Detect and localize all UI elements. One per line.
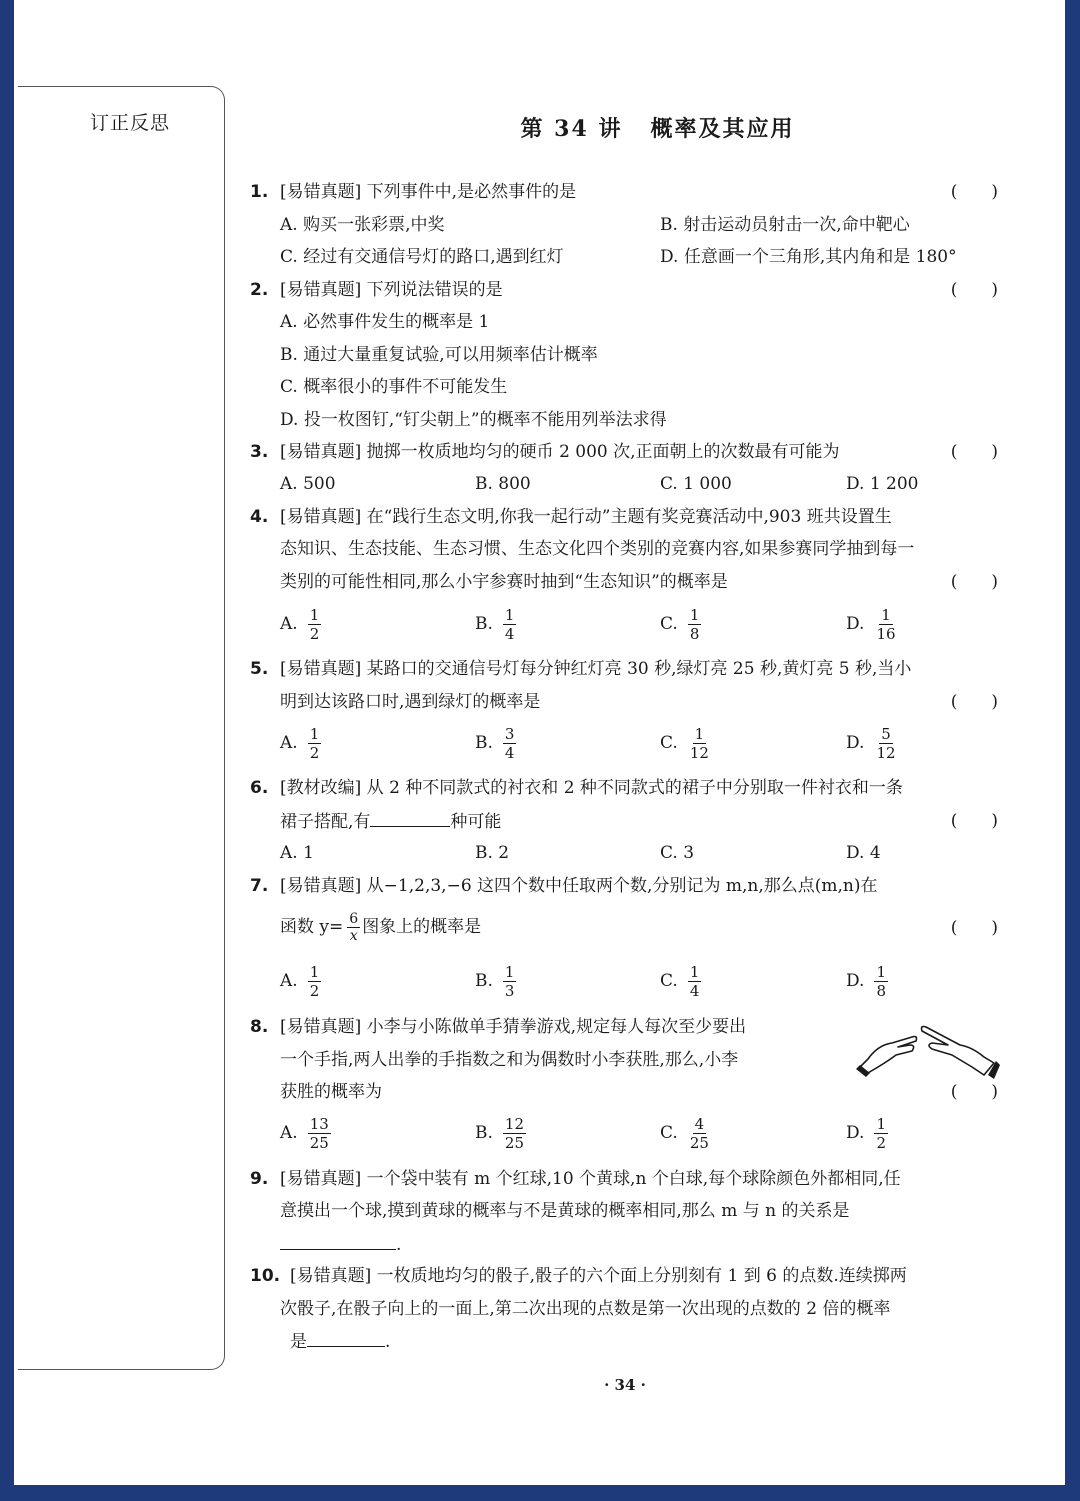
option-b: B. 射击运动员射击一次,命中靶心: [660, 215, 910, 235]
question-text-line: 意摸出一个球,摸到黄球的概率与不是黄球的概率相同,那么 m 与 n 的关系是: [280, 1201, 850, 1221]
question-text-line: [280, 809, 501, 834]
question-7: [250, 874, 1000, 898]
text-segment: 裙子搭配,有: [280, 812, 371, 832]
option-label: C.: [660, 1123, 678, 1143]
question-number: 9.: [250, 1169, 269, 1189]
option-c: [660, 606, 701, 643]
text-segment: 种可能: [450, 812, 502, 832]
option-c: C. 1 000: [660, 474, 732, 494]
answer-paren: ( ): [950, 442, 998, 462]
question-text-line: [290, 1329, 390, 1354]
text-segment: 是: [290, 1332, 307, 1352]
question-text: [易错真题] 下列事件中,是必然事件的是: [280, 182, 577, 202]
page-number: · 34 ·: [604, 1376, 646, 1394]
question-number: 8.: [250, 1017, 269, 1037]
option-label: C.: [660, 733, 678, 753]
option-label: D.: [846, 971, 865, 991]
hand-game-illustration: [852, 1015, 1002, 1079]
option-d: D. 任意画一个三角形,其内角和是 180°: [660, 247, 957, 267]
answer-paren: ( ): [950, 1082, 998, 1102]
option-label: A.: [280, 971, 298, 991]
fraction: [874, 1115, 888, 1152]
option-a: A. 购买一张彩票,中奖: [280, 215, 445, 235]
option-label: D.: [846, 733, 865, 753]
denominator: 8: [689, 625, 700, 643]
lesson-topic: 概率及其应用: [650, 116, 795, 142]
numerator: 5: [881, 725, 891, 743]
answer-blank: [280, 1232, 396, 1250]
question-number: 2.: [250, 280, 269, 300]
option-a: [280, 725, 321, 762]
option-b: B. 通过大量重复试验,可以用频率估计概率: [280, 345, 598, 365]
question-number: 3.: [250, 442, 269, 462]
question-number: 6.: [250, 778, 269, 798]
option-label: A.: [280, 1123, 298, 1143]
right-hand: [922, 1027, 995, 1076]
text-segment: .: [385, 1332, 391, 1352]
question-text-line: 态知识、生态技能、生态习惯、生态文化四个类别的竞赛内容,如果参赛同学抽到每一: [280, 539, 915, 559]
answer-paren: ( ): [950, 572, 998, 592]
numerator: 1: [689, 963, 700, 981]
question-text: [易错真题] 一个袋中装有 m 个红球,10 个黄球,n 个白球,每个球除颜色外都相同,任: [280, 1169, 901, 1189]
option-b: B. 800: [475, 474, 531, 494]
option-label: C.: [660, 971, 678, 991]
numerator: 1: [876, 963, 886, 981]
denominator: 8: [876, 982, 886, 1000]
denominator: 4: [504, 625, 515, 643]
answer-paren: ( ): [950, 182, 998, 202]
fraction: [308, 606, 322, 643]
question-text: [易错真题] 一枚质地均匀的骰子,骰子的六个面上分别刻有 1 到 6 的点数.连续掷两: [290, 1266, 907, 1286]
question-text-line: [280, 907, 481, 947]
option-d: [846, 1115, 888, 1152]
answer-blank: [307, 1329, 385, 1347]
numerator: 1: [689, 606, 700, 624]
option-d: D. 投一枚图钉,“钉尖朝上”的概率不能用列举法求得: [280, 410, 667, 430]
option-d: D. 1 200: [846, 474, 919, 494]
numerator: 1: [309, 963, 320, 981]
option-b: B. 2: [475, 843, 510, 863]
option-label: A.: [280, 733, 298, 753]
question-text-line: 次骰子,在骰子向上的一面上,第二次出现的点数是第一次出现的点数的 2 倍的概率: [280, 1299, 891, 1319]
question-text: [易错真题] 某路口的交通信号灯每分钟红灯亮 30 秒,绿灯亮 25 秒,黄灯亮 5 秒,当小: [280, 659, 912, 679]
question-number: 4.: [250, 507, 269, 527]
question-number: 5.: [250, 659, 269, 679]
numerator: 1: [694, 725, 705, 743]
text-segment: 图象上的概率是: [362, 917, 482, 937]
option-a: A. 1: [280, 843, 314, 863]
answer-paren: ( ): [950, 692, 998, 712]
denominator: 25: [689, 1134, 709, 1152]
fraction: [503, 963, 517, 1000]
numerator: 1: [504, 963, 515, 981]
denominator: 2: [309, 625, 320, 643]
fraction: [503, 725, 517, 762]
fraction: [874, 606, 897, 643]
question-2: [250, 278, 1000, 302]
option-a: [280, 1115, 331, 1152]
answer-paren: ( ): [950, 918, 998, 938]
numerator: 3: [504, 725, 515, 743]
numerator: 1: [881, 606, 891, 624]
question-text-line: [280, 1232, 401, 1257]
option-b: [475, 725, 516, 762]
option-b: [475, 963, 516, 1000]
option-a: A. 必然事件发生的概率是 1: [280, 312, 490, 332]
question-text-line: 类别的可能性相同,那么小宇参赛时抽到“生态知识”的概率是: [280, 572, 728, 592]
numerator: 1: [309, 725, 320, 743]
fraction: [308, 1115, 331, 1152]
denominator: 4: [689, 982, 700, 1000]
denominator: 4: [504, 744, 515, 762]
option-c: [660, 963, 701, 1000]
fraction: [874, 963, 888, 1000]
option-c: C. 3: [660, 843, 695, 863]
option-b: [475, 606, 516, 643]
question-number: 1.: [250, 182, 269, 202]
question-text: [易错真题] 抛掷一枚质地均匀的硬币 2 000 次,正面朝上的次数最有可能为: [280, 442, 840, 462]
fraction: [688, 963, 702, 1000]
option-a: [280, 963, 321, 1000]
numerator: 12: [504, 1115, 524, 1133]
fraction: [308, 963, 322, 1000]
option-c: C. 经过有交通信号灯的路口,遇到红灯: [280, 247, 564, 267]
denominator: 12: [689, 744, 709, 762]
fraction: [308, 725, 322, 762]
fraction: [688, 1115, 711, 1152]
question-text: [易错真题] 小李与小陈做单手猜拳游戏,规定每人每次至少要出: [280, 1017, 747, 1037]
option-label: B.: [475, 1123, 493, 1143]
fraction: [688, 606, 702, 643]
question-text-line: 明到达该路口时,遇到绿灯的概率是: [280, 692, 541, 712]
fraction: [874, 725, 897, 762]
numerator: 1: [504, 606, 515, 624]
question-6: [250, 776, 1000, 800]
question-text: [易错真题] 下列说法错误的是: [280, 280, 503, 300]
option-label: B.: [475, 614, 493, 634]
numerator: 1: [876, 1115, 886, 1133]
question-4: [250, 505, 1000, 529]
left-hand: [860, 1037, 917, 1074]
option-d: [846, 963, 888, 1000]
denominator: 3: [504, 982, 515, 1000]
question-9: [250, 1167, 1000, 1191]
question-10: [250, 1264, 1000, 1288]
option-label: B.: [475, 971, 493, 991]
question-text: [教材改编] 从 2 种不同款式的衬衣和 2 种不同款式的裙子中分别取一件衬衣和一条: [280, 778, 903, 798]
fraction: [688, 725, 711, 762]
option-label: B.: [475, 733, 493, 753]
question-1: [250, 180, 1000, 204]
option-c: C. 概率很小的事件不可能发生: [280, 377, 508, 397]
option-d: [846, 606, 898, 643]
question-text-line: 获胜的概率为: [280, 1082, 382, 1102]
option-label: D.: [846, 1123, 865, 1143]
reflection-sidebar: [18, 86, 225, 1370]
option-c: [660, 725, 711, 762]
question-text: [易错真题] 从−1,2,3,−6 这四个数中任取两个数,分别记为 m,n,那么点(m,n)在: [280, 876, 878, 896]
denominator: 25: [504, 1134, 524, 1152]
fraction: [347, 911, 360, 944]
answer-blank: [370, 809, 450, 827]
numerator: 13: [309, 1115, 329, 1133]
question-text-line: 一个手指,两人出拳的手指数之和为偶数时小李获胜,那么,小李: [280, 1050, 739, 1070]
option-label: A.: [280, 614, 298, 634]
answer-paren: ( ): [950, 811, 998, 831]
denominator: x: [349, 928, 358, 944]
text-segment: 函数 y=: [280, 917, 344, 937]
page-title: [250, 112, 1065, 143]
denominator: 2: [309, 982, 320, 1000]
fraction: [503, 1115, 526, 1152]
fraction: [503, 606, 517, 643]
question-3: [250, 440, 1000, 464]
numerator: 4: [694, 1115, 705, 1133]
option-a: [280, 606, 321, 643]
lesson-number: 第 34 讲: [520, 116, 623, 142]
option-label: C.: [660, 614, 678, 634]
question-5: [250, 657, 1000, 681]
option-label: D.: [846, 614, 865, 634]
denominator: 16: [876, 625, 896, 643]
question-number: 7.: [250, 876, 269, 896]
numerator: 1: [309, 606, 320, 624]
numerator: 6: [349, 911, 359, 927]
denominator: 12: [876, 744, 896, 762]
question-text: [易错真题] 在“践行生态文明,你我一起行动”主题有奖竞赛活动中,903 班共设置生: [280, 507, 892, 527]
option-b: [475, 1115, 526, 1152]
option-d: [846, 725, 898, 762]
denominator: 2: [876, 1134, 886, 1152]
option-d: D. 4: [846, 843, 881, 863]
option-c: [660, 1115, 711, 1152]
denominator: 2: [309, 744, 320, 762]
text-segment: .: [396, 1235, 402, 1255]
denominator: 25: [309, 1134, 329, 1152]
answer-paren: ( ): [950, 280, 998, 300]
sidebar-title: 订正反思: [90, 112, 171, 134]
question-number: 10.: [250, 1266, 281, 1286]
option-a: A. 500: [280, 474, 336, 494]
